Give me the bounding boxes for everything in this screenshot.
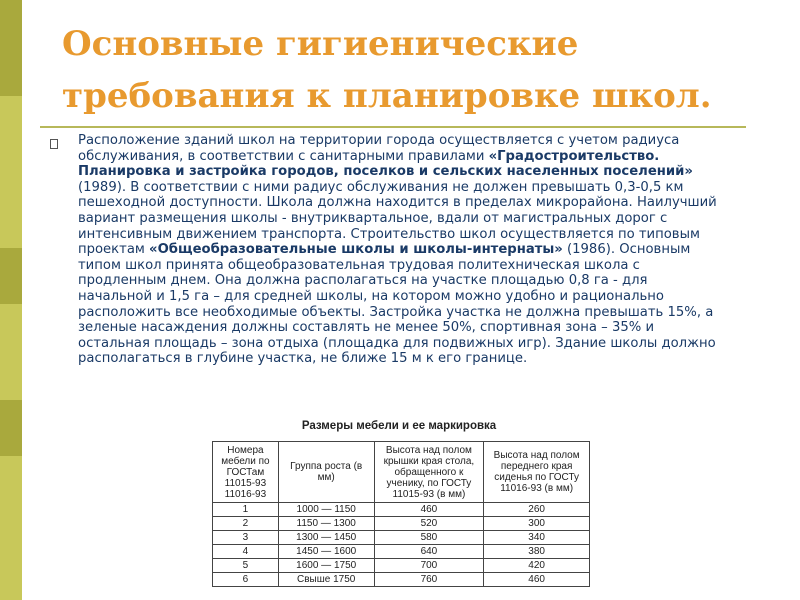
bold-reference: «Общеобразовательные школы и школы-интернаты» — [149, 242, 563, 258]
table-row — [213, 531, 590, 545]
table-cell: 460 — [484, 573, 590, 587]
table-cell: 420 — [484, 559, 590, 573]
side-bar-segment — [0, 248, 22, 304]
paragraph-text: (1986). Основным типом школ принята общеобразовательная трудовая политехническая школа с продленным днем. Она должна располагаться на участке площадью 0,8 га - для начальной и 1,5 га – для средней школы, на котором можно удобно и рационально расположить все необходимые объекты. Застройка участка не должна превышать 15%, а зеленые насаждения должны составлять не менее 50%, спортивная зона – 35% и остальная площадь – зона отдыха (площадка для подвижных игр). Здание школы должно располагаться в глубине участка, не ближе 15 м к его границе. — [78, 242, 716, 367]
table-cell: 340 — [484, 531, 590, 545]
table-cell: 4 — [213, 545, 279, 559]
header-cell: Высота над полом переднего края сиденья по ГОСТу 11016-93 (в мм) — [484, 442, 590, 503]
title-divider — [40, 126, 746, 128]
header-cell: Высота над полом крышки края стола, обращенного к ученику, по ГОСТу 11015-93 (в мм) — [374, 442, 484, 503]
side-bar-segment — [0, 400, 22, 456]
body-paragraph — [78, 133, 718, 367]
table-caption: Размеры мебели и ее маркировка — [301, 420, 497, 432]
header-cell: Номера мебели по ГОСТам 11015-93 11016-93 — [213, 442, 279, 503]
paragraph-text: Расположение зданий школ на территории города осуществляется с учетом радиуса обслуживания, в соответствии с санитарными правилами — [78, 133, 680, 164]
table-cell: 580 — [374, 531, 484, 545]
decorative-side-bar — [0, 0, 22, 600]
table-cell: 1000 — 1150 — [278, 503, 374, 517]
table-cell: 520 — [374, 517, 484, 531]
table-cell: 640 — [374, 545, 484, 559]
furniture-table-figure — [202, 414, 596, 600]
table-cell: 760 — [374, 573, 484, 587]
table-cell: Свыше 1750 — [278, 573, 374, 587]
table-row — [213, 559, 590, 573]
table-cell: 1450 — 1600 — [278, 545, 374, 559]
side-bar-segment — [0, 0, 22, 96]
table-row — [213, 503, 590, 517]
table-cell: 1300 — 1450 — [278, 531, 374, 545]
header-cell: Группа роста (в мм) — [278, 442, 374, 503]
slide-title: Основные гигиенические требования к планировке школ. — [62, 24, 712, 116]
table-cell: 700 — [374, 559, 484, 573]
table-cell: 1150 — 1300 — [278, 517, 374, 531]
table-row — [213, 545, 590, 559]
table-row — [213, 573, 590, 587]
table-cell: 260 — [484, 503, 590, 517]
table-cell: 5 — [213, 559, 279, 573]
table-cell: 1 — [213, 503, 279, 517]
table-cell: 6 — [213, 573, 279, 587]
furniture-table — [212, 441, 590, 587]
paragraph-text: (1989). В соответствии с ними радиус обслуживания не должен превышать 0,3-0,5 км пешеходной доступности. Школа должна находится в пределах микрорайона. Наилучший вариант размещения школы - внутриквартальное, вдали от магистральных дорог с интенсивным движением транспорта. Строительство школ осуществляется по типовым проектам — [78, 179, 717, 258]
table-cell: 2 — [213, 517, 279, 531]
table-header-row — [213, 442, 590, 503]
table-row — [213, 517, 590, 531]
table-cell: 460 — [374, 503, 484, 517]
table-cell: 1600 — 1750 — [278, 559, 374, 573]
bullet-icon — [50, 139, 58, 149]
bold-reference: «Градостроительство. Планировка и застройка городов, поселков и сельских населенных поселений» — [78, 148, 693, 180]
table-cell: 3 — [213, 531, 279, 545]
table-cell: 300 — [484, 517, 590, 531]
table-cell: 380 — [484, 545, 590, 559]
